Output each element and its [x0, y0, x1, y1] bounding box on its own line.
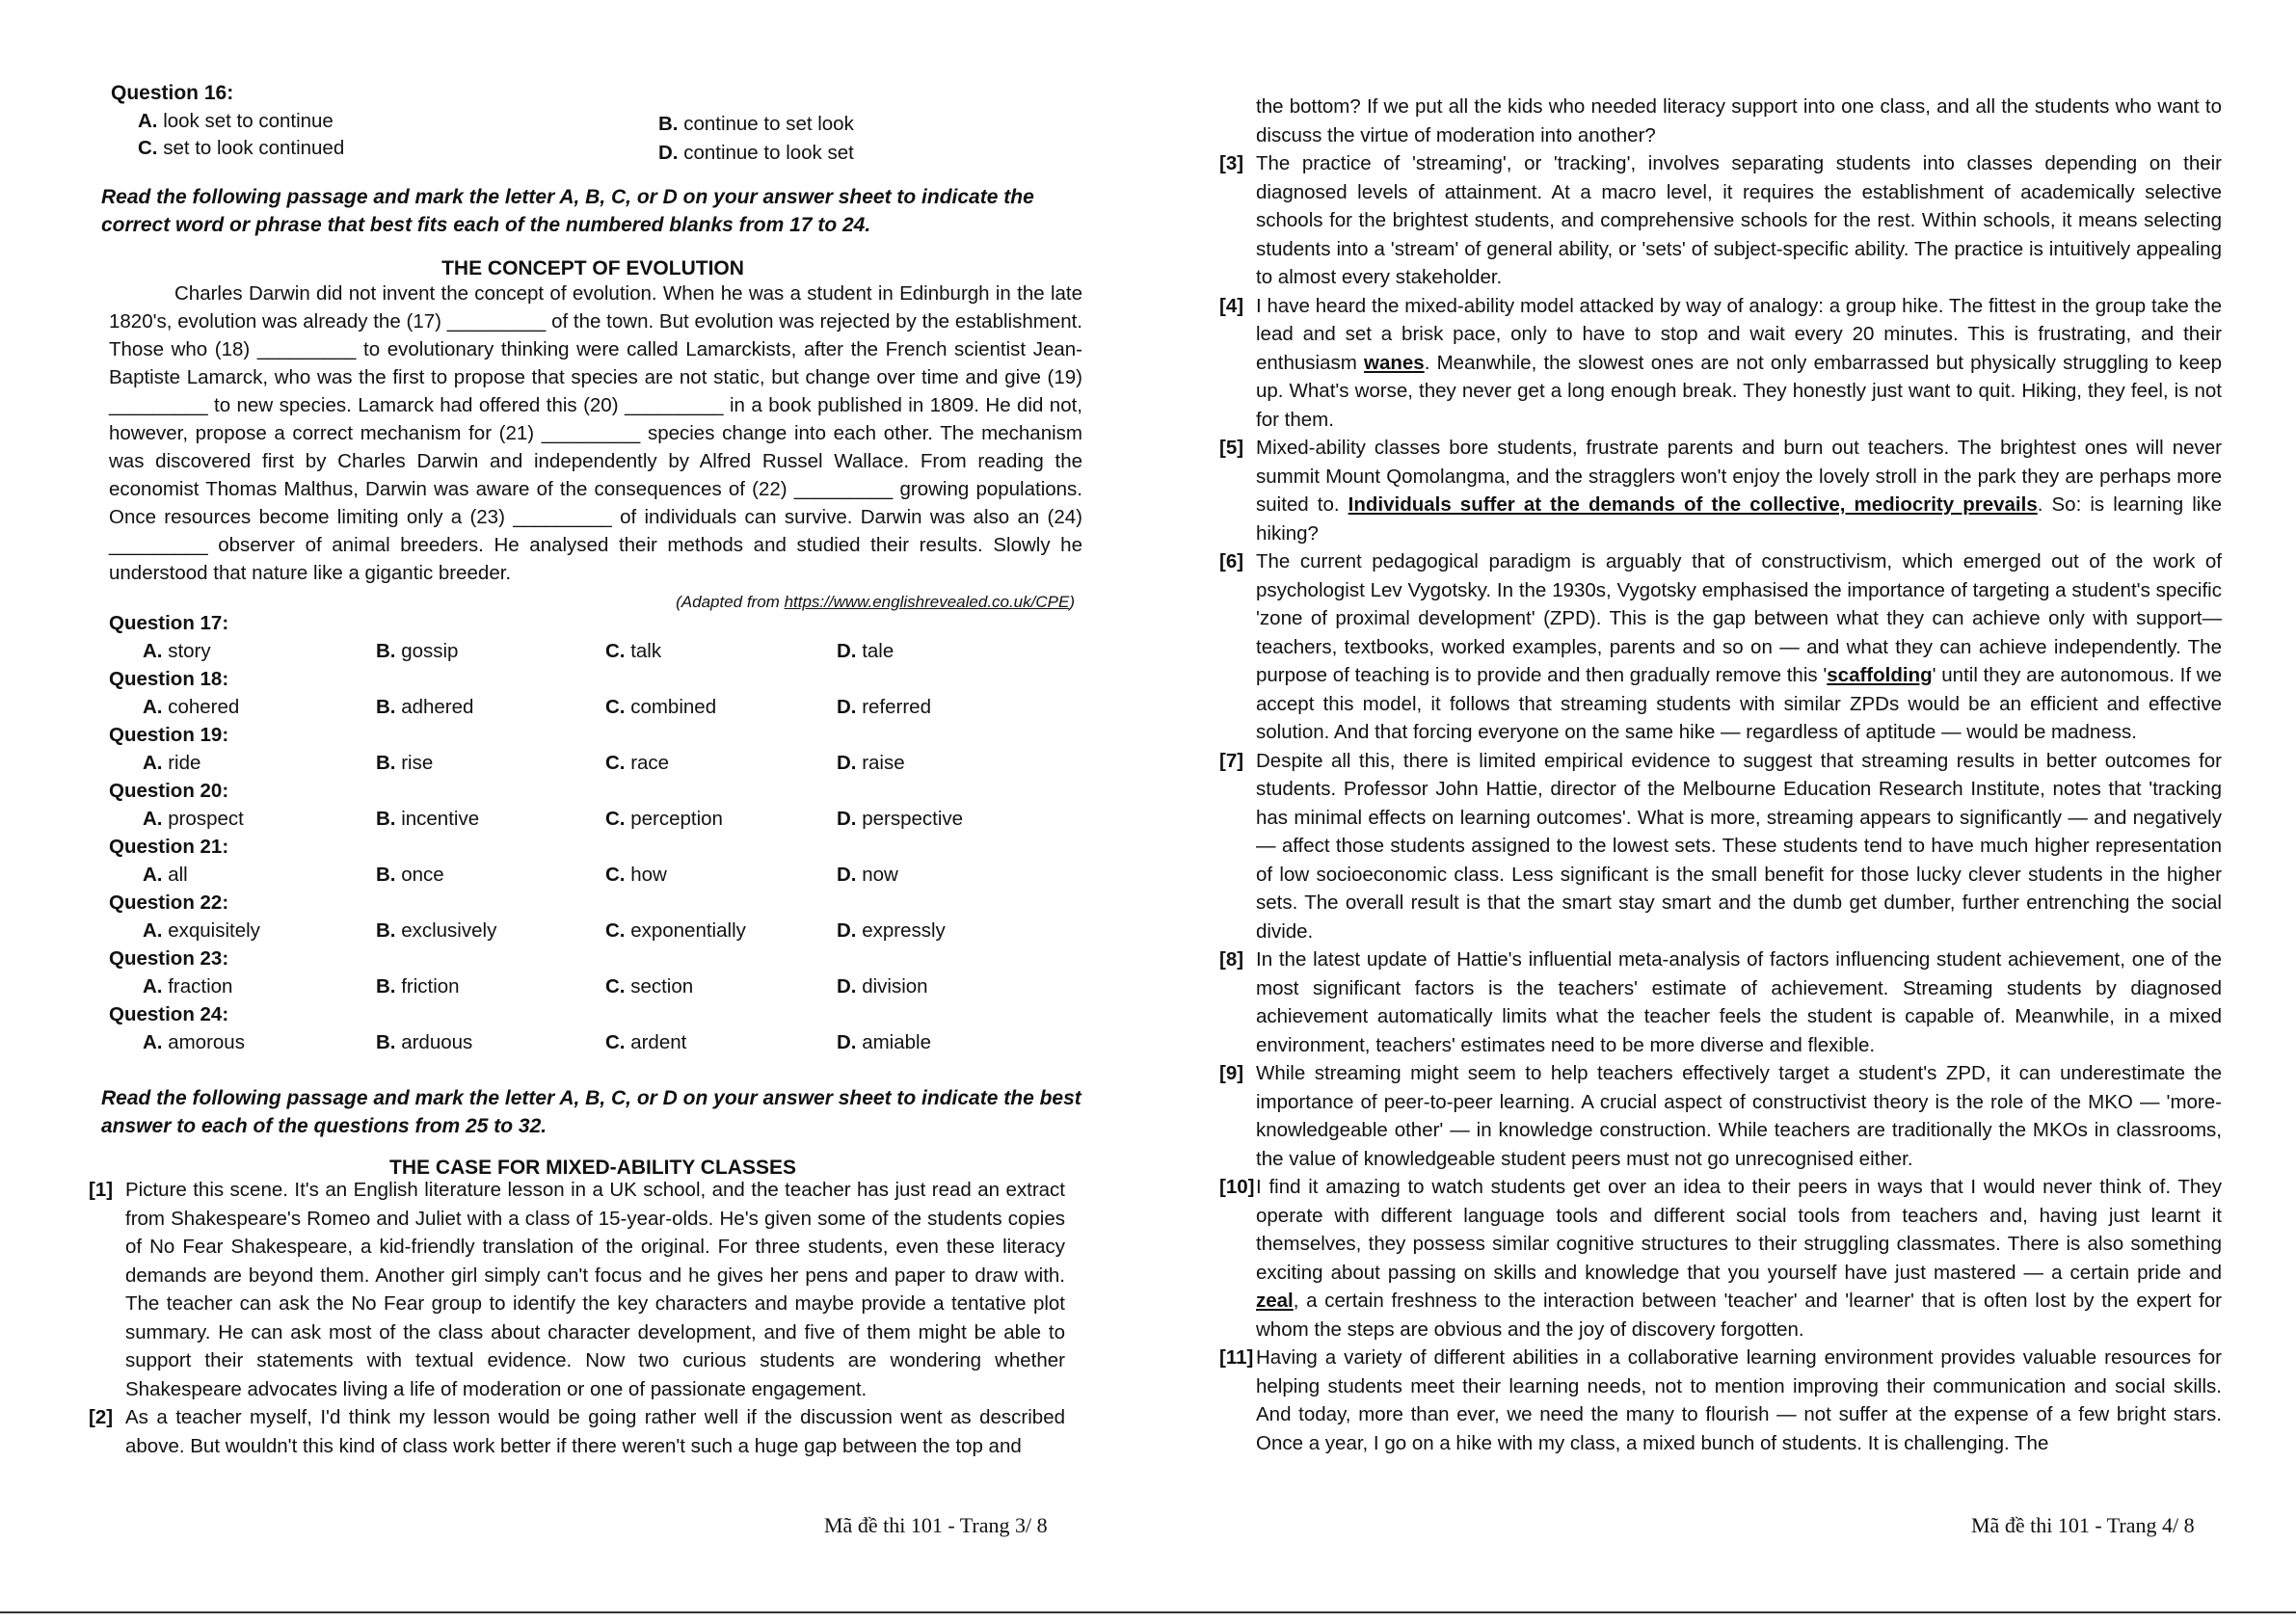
- instruction-25-32: Read the following passage and mark the letter A, B, C, or D on your answer sheet to indicate the best answer to each of the questions from 25 to 32.: [101, 1087, 1081, 1137]
- underlined-wanes: wanes: [1364, 351, 1425, 374]
- question-options-row: [109, 693, 1082, 721]
- passage-1-source: (Adapted from https://www.englishrevealed.co.uk/CPE): [676, 593, 1075, 611]
- right-page: [1219, 0, 2222, 1623]
- paragraph-2: [2] As a teacher myself, I'd think my lesson would be going rather well if the discussion went as described above. But wouldn't this kind of class work better if there weren't such a huge gap between the top and: [89, 1406, 1065, 1457]
- question-options-row: [109, 917, 1082, 945]
- question-options-row: [109, 861, 1082, 889]
- option-d: D. division: [837, 975, 928, 998]
- option-c: C. combined: [605, 696, 717, 718]
- paragraph-2-continued: the bottom? If we put all the kids who needed literacy support into one class, and all the students who want to discuss the virtue of moderation into another?: [1256, 95, 2222, 146]
- option-a: A. story: [143, 640, 211, 662]
- question-head: Question 17:: [109, 612, 229, 634]
- paragraph-7: [7] Despite all this, there is limited empirical evidence to suggest that streaming results in better outcomes for students. Professor John Hattie, director of the Melbourne Education Research Institute, notes that 'tracking has minimal effects on learning outcomes'. What is more, streaming appears to significantly — and negatively — affect those students assigned to the lowest sets. These students tend to have much higher representation of low socioeconomic class. Less significant is the small benefit for those lucky clever students in the higher sets. The overall result is that the smart stay smart and the dumb get dumber, further entrenching the social divide.: [1219, 749, 2222, 943]
- option-d: D. perspective: [837, 808, 964, 830]
- question-options-row: [109, 805, 1082, 833]
- question-head: Question 24:: [109, 1003, 229, 1025]
- option-a: A. fraction: [143, 975, 233, 998]
- option-a: A. ride: [143, 752, 201, 774]
- underlined-sentence: Individuals suffer at the demands of the collective, mediocrity prevails: [1348, 493, 2038, 516]
- passage-1-body: Charles Darwin did not invent the concept of evolution. When he was a student in Edinburgh in the late 1820's, evolution was already the (17) _________ of the town. But evolution was rejected by the establishment. Those who (18) _________ to evolutionary thinking were called Lamarckists, after the French scientist Jean-Baptiste Lamarck, who was the first to propose that species are not static, but change over time and give (19) _________ to new species. Lamarck had offered this (20) _________ in a book published in 1809. He did not, however, propose a correct mechanism for (21) _________ species change into each other. The mechanism was discovered first by Charles Darwin and independently by Alfred Russel Wallace. From reading the economist Thomas Malthus, Darwin was aware of the consequences of (22) _________ growing populations. Once resources become limiting only a (23) _________ of individuals can survive. Darwin was also an (24) _________ observer of animal breeders. He analysed their methods and studied their results. Slowly he understood that nature like a gigantic breeder.: [109, 282, 1082, 584]
- question-head: Question 20:: [109, 780, 229, 802]
- q16-option-d: D. continue to look set: [658, 141, 854, 164]
- question-16: [111, 79, 1075, 166]
- option-a: A. exquisitely: [143, 919, 260, 942]
- paragraph-9: [9] While streaming might seem to help teachers effectively target a student's ZPD, it can underestimate the importance of peer-to-peer learning. A crucial aspect of constructivist theory is the role of the MKO — 'more-knowledgeable other' — in knowledge construction. While teachers are traditionally the MKOs in classrooms, the value of knowledgeable student peers must not go unrecognised either.: [1219, 1062, 2222, 1170]
- q16-option-c: C. set to look continued: [138, 136, 345, 159]
- paragraph-11: [11] Having a variety of different abilities in a collaborative learning environment provides valuable resources for helping students meet their learning needs, not to mention improving their communication and social skills. And today, more than ever, we need the many to flourish — not suffer at the expense of a few bright stars. Once a year, I go on a hike with my class, a mixed bunch of students. It is challenging. The: [1219, 1346, 2222, 1454]
- option-d: D. expressly: [837, 919, 946, 942]
- option-b: B. adhered: [376, 696, 474, 718]
- paragraph-4: [4] I have heard the mixed-ability model attacked by way of analogy: a group hike. The fittest in the group take the lead and set a brisk pace, only to have to stop and wait every 20 minutes. This is frustrating, and their enthusiasm wanes. Meanwhile, the slowest ones are not only embarrassed but physically struggling to keep up. What's worse, they never get a long enough break. They honestly just want to quit. Hiking, they feel, is not for them.: [1219, 294, 2222, 431]
- option-b: B. once: [376, 864, 444, 886]
- option-b: B. rise: [376, 752, 434, 774]
- option-d: D. raise: [837, 752, 905, 774]
- passage-2-title: THE CASE FOR MIXED-ABILITY CLASSES: [389, 1157, 796, 1179]
- left-page: [89, 0, 1082, 1623]
- option-c: C. race: [605, 752, 670, 774]
- question-16-title: Question 16:: [111, 82, 234, 104]
- instruction-17-24: Read the following passage and mark the letter A, B, C, or D on your answer sheet to indicate the correct word or phrase that best fits each of the numbered blanks from 17 to 24.: [101, 186, 1034, 236]
- paragraph-1: [1] Picture this scene. It's an English literature lesson in a UK school, and the teacher has just read an extract from Shakespeare's Romeo and Juliet with a class of 15-year-olds. He's given some of the students copies of No Fear Shakespeare, a kid-friendly translation of the original. For three students, even these literacy demands are beyond them. Another girl simply can't focus and he gives her pens and paper to draw with. The teacher can ask the No Fear group to identify the key characters and maybe provide a tentative plot summary. He can ask most of the class about character development, and five of them might be able to support their statements with textual evidence. Now two curious students are wondering whether Shakespeare advocates living a life of moderation or one of passionate engagement.: [89, 1179, 1065, 1400]
- paragraph-5: [5] Mixed-ability classes bore students, frustrate parents and burn out teachers. The brightest ones will never summit Mount Qomolangma, and the stragglers won't enjoy the lovely stroll in the park they are perhaps more suited to. Individuals suffer at the demands of the collective, mediocrity prevails. So: is learning like hiking?: [1219, 437, 2223, 545]
- option-a: A. all: [143, 864, 188, 886]
- option-c: C. exponentially: [605, 919, 746, 942]
- paragraph-8: [8] In the latest update of Hattie's influential meta-analysis of factors influencing student achievement, one of the most significant factors is the teachers' estimate of achievement. Streaming students by diagnosed achievement automatically limits what the teacher feels the student is capable of. Meanwhile, in a mixed environment, teachers' estimates need to be more diverse and flexible.: [1219, 948, 2222, 1056]
- option-c: C. ardent: [605, 1031, 687, 1053]
- question-options-row: [109, 1028, 1082, 1056]
- passage-2-continued: [1219, 93, 2222, 1457]
- option-b: B. exclusively: [376, 919, 497, 942]
- q16-option-b: B. continue to set look: [658, 112, 854, 135]
- option-c: C. how: [605, 864, 667, 886]
- question-head: Question 21:: [109, 836, 229, 858]
- option-c: C. talk: [605, 640, 662, 662]
- q16-option-a: A. look set to continue: [138, 109, 334, 132]
- option-d: D. referred: [837, 696, 931, 718]
- option-a: A. cohered: [143, 696, 240, 718]
- question-head: Question 23:: [109, 947, 229, 970]
- passage-1-title: THE CONCEPT OF EVOLUTION: [441, 257, 744, 279]
- questions-17-24: [109, 609, 1082, 1056]
- option-d: D. now: [837, 864, 898, 886]
- option-a: A. prospect: [143, 808, 244, 830]
- option-b: B. gossip: [376, 640, 459, 662]
- option-c: C. perception: [605, 808, 723, 830]
- paragraph-6: [6] The current pedagogical paradigm is arguably that of constructivism, which emerged out of the work of psychologist Lev Vygotsky. In the 1930s, Vygotsky emphasised the importance of targeting a student's specific 'zone of proximal development' (ZPD). This is the gap between what they can achieve only with support— teachers, textbooks, worked examples, parents and so on — and what they can achieve independently. The purpose of teaching is to provide and then gradually remove this 'scaffolding' until they are autonomous. If we accept this model, it follows that streaming students with similar ZPDs would be an efficient and effective solution. And that forcing everyone on the same hike — regardless of aptitude — would be madness.: [1219, 550, 2222, 743]
- question-head: Question 18:: [109, 668, 229, 690]
- option-b: B. incentive: [376, 808, 480, 830]
- question-head: Question 22:: [109, 891, 229, 914]
- passage-2-body: [89, 1176, 1065, 1460]
- page-footer-right: Mã đề thi 101 - Trang 4/ 8: [1971, 1513, 2195, 1537]
- question-options-row: [109, 749, 1082, 777]
- source-link[interactable]: https://www.englishrevealed.co.uk/CPE: [784, 593, 1070, 611]
- option-d: D. tale: [837, 640, 894, 662]
- question-options-row: [109, 637, 1082, 665]
- page-footer-left: Mã đề thi 101 - Trang 3/ 8: [824, 1513, 1048, 1537]
- paragraph-10: [10] I find it amazing to watch students get over an idea to their peers in ways that I would never think of. They operate with different language tools and different social tools from teachers and, having just learnt it themselves, they possess similar cognitive structures to their struggling classmates. There is also something exciting about passing on skills and knowledge that you yourself have just mastered — a certain pride and zeal, a certain freshness to the interaction between 'teacher' and 'learner' that is often lost by the expert for whom the steps are obvious and the joy of discovery forgotten.: [1219, 1176, 2222, 1341]
- option-b: B. friction: [376, 975, 460, 998]
- option-d: D. amiable: [837, 1031, 931, 1053]
- question-head: Question 19:: [109, 724, 229, 746]
- underlined-scaffolding: scaffolding: [1827, 664, 1933, 686]
- option-b: B. arduous: [376, 1031, 473, 1053]
- option-a: A. amorous: [143, 1031, 245, 1053]
- underlined-zeal: zeal: [1256, 1290, 1294, 1312]
- option-c: C. section: [605, 975, 694, 998]
- paragraph-3: [3] The practice of 'streaming', or 'tracking', involves separating students into classes depending on their diagnosed levels of attainment. At a macro level, it requires the establishment of academically selective schools for the brightest students, and comprehensive schools for the rest. Within schools, it means selecting students into a 'stream' of general ability, or 'sets' of subject-specific ability. The practice is intuitively appealing to almost every stakeholder.: [1219, 152, 2222, 288]
- bottom-rule: [0, 1611, 2296, 1613]
- question-options-row: [109, 972, 1082, 1000]
